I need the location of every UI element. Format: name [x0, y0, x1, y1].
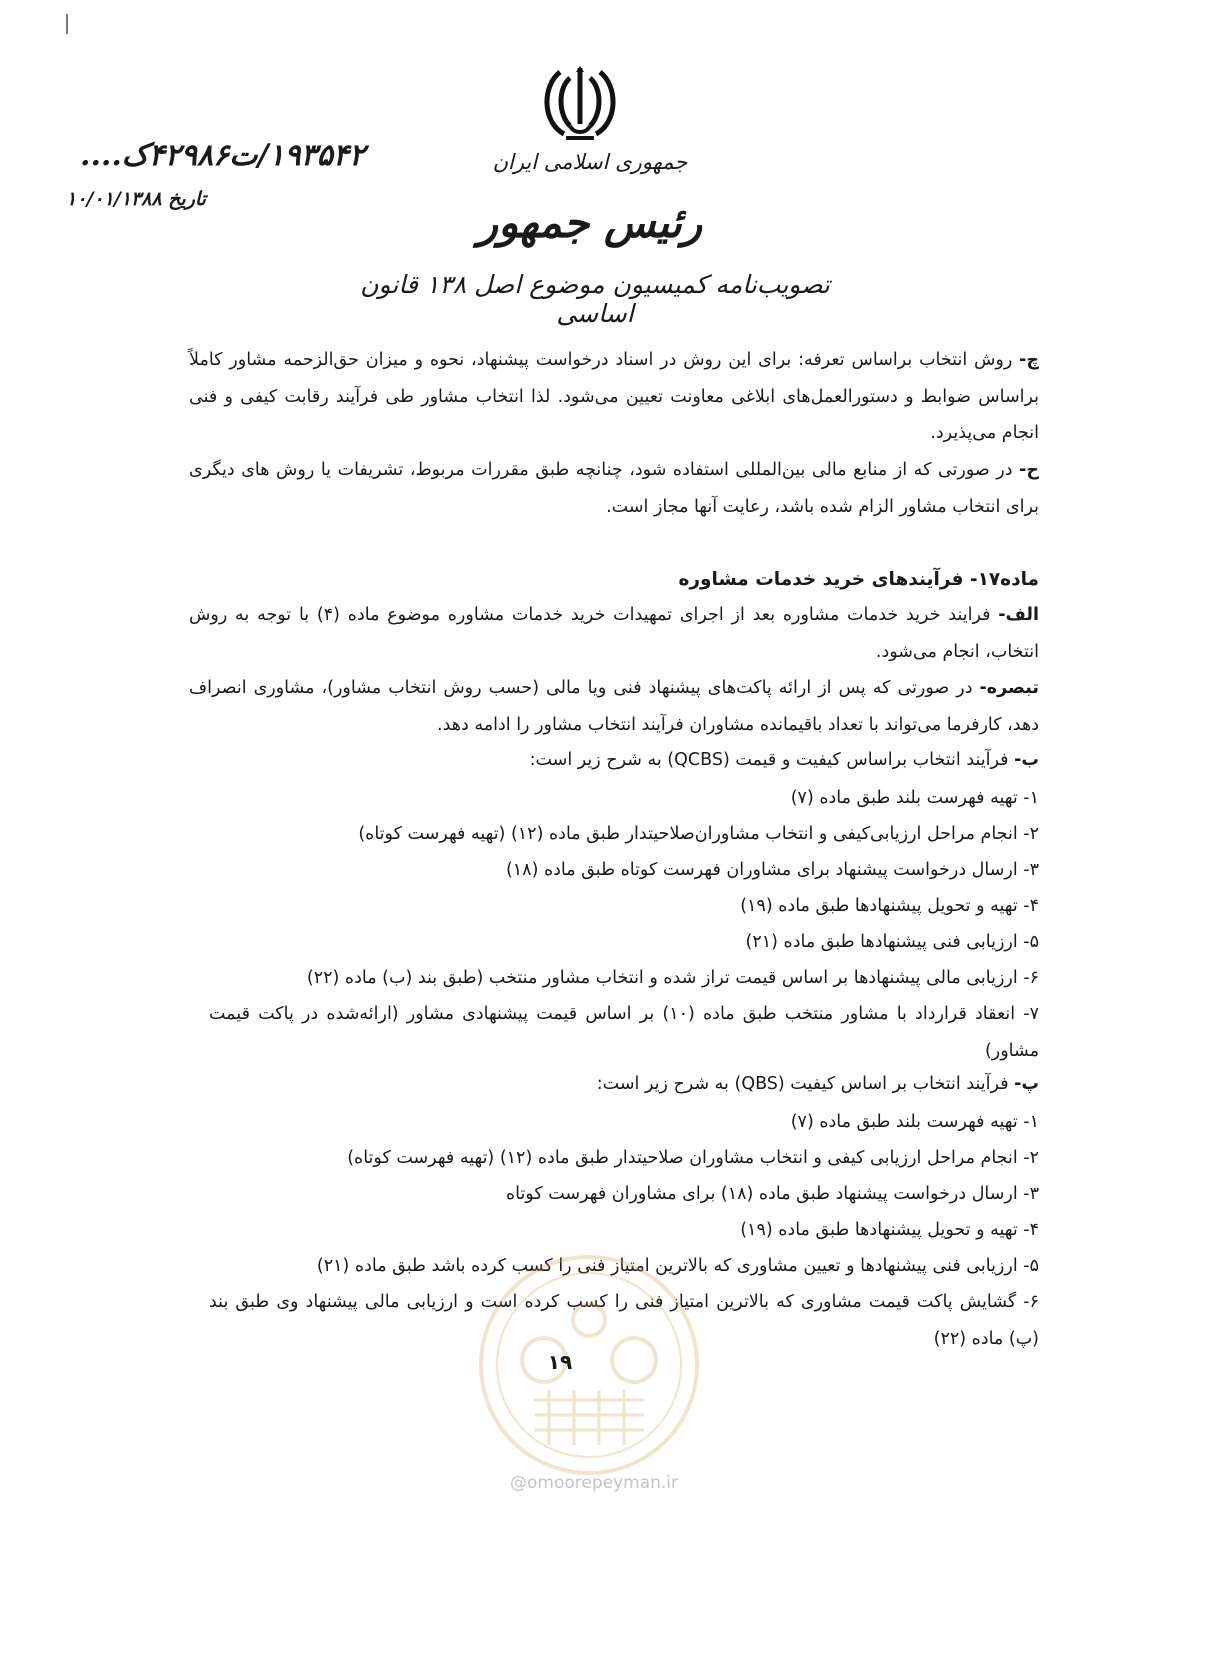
scan-mark [66, 14, 68, 34]
list-item: ۶- ارزیابی مالی پیشنهادها بر اساس قیمت تراز شده و انتخاب مشاور منتخب (طبق بند (ب) ماده (۲۲) [306, 968, 1039, 988]
clause-text: فرآیند انتخاب بر اساس کیفیت (QBS) به شرح زیر است: [596, 1074, 1009, 1094]
list-item: ۲- انجام مراحل ارزیابی‌کیفی و انتخاب مشاوران‌صلاحیتدار طبق ماده (۱۲) (تهیه فهرست کوتاه) [358, 824, 1039, 844]
watermark: @omoorepeyman.ir [509, 1473, 679, 1493]
list-item: ۵- ارزیابی فنی پیشنهادها و تعیین مشاوری که بالاترین امتیاز فنی را کسب کرده باشد طبق ماده (۲۱) [316, 1256, 1039, 1276]
clause-label: ب- [1014, 750, 1039, 770]
list-item: ۲- انجام مراحل ارزیابی کیفی و انتخاب مشاوران صلاحیتدار طبق ماده (۱۲) (تهیه فهرست کوتاه) [347, 1148, 1039, 1168]
iran-emblem-icon [540, 62, 620, 146]
note-text: در صورتی که پس از ارائه پاکت‌های پیشنهاد فنی ویا مالی (حسب روش انتخاب مشاور)، مشاوری انصراف دهد، کارفرما می‌تواند با تعداد باقیمانده مشاوران فرآیند انتخاب مشاور را ادامه دهد. [189, 678, 1039, 735]
clause-alef [189, 597, 1039, 670]
clause-text: فرایند خرید خدمات مشاوره بعد از اجرای تمهیدات خرید خدمات مشاوره موضوع ماده (۴) با توجه به روش انتخاب، انجام می‌شود. [189, 605, 1039, 662]
list-item: ۱- تهیه فهرست بلند طبق ماده (۷) [790, 1112, 1039, 1132]
letter-number: ۱۹۳۵۴۲/ت۴۲۹۸۶ک.... [80, 138, 366, 173]
note-label: تبصره- [979, 678, 1039, 698]
list-item: ۵- ارزیابی فنی پیشنهادها طبق ماده (۲۱) [745, 932, 1039, 952]
seal-stamp-icon [474, 1250, 704, 1480]
clause-label: ح- [1019, 460, 1039, 480]
list-item: ۳- ارسال درخواست پیشنهاد برای مشاوران فهرست کوتاه طبق ماده (۱۸) [505, 860, 1039, 880]
clause-label: پ- [1014, 1074, 1039, 1094]
clause-che [189, 342, 1039, 452]
decree-title: تصویب‌نامه کمیسیون موضوع اصل ۱۳۸ قانون اساسی [360, 270, 830, 328]
clause-label: چ- [1019, 350, 1039, 370]
clause-text: در صورتی که از منابع مالی بین‌المللی استفاده شود، چنانچه طبق مقررات مربوط، تشریفات یا روش های دیگری برای انتخاب مشاور الزام شده باشد، رعایت آنها مجاز است. [189, 460, 1039, 517]
list-item: ۷- انعقاد قرارداد با مشاور منتخب طبق ماده (۱۰) بر اساس قیمت پیشنهادی مشاور (ارائه‌شده در پاکت قیمت مشاور) [209, 1004, 1040, 1061]
page-number: ۱۹ [547, 1350, 573, 1374]
country-name: جمهوری اسلامی ایران [492, 150, 688, 174]
letter-date: تاریخ ۱۰/۰۱/۱۳۸۸ [66, 188, 206, 210]
list-item: ۶- گشایش پاکت قیمت مشاوری که بالاترین امتیاز فنی را کسب کرده است و ارزیابی مالی پیشنهاد وی طبق بند (پ) ماده (۲۲) [209, 1292, 1039, 1349]
list-item: ۴- تهیه و تحویل پیشنهادها طبق ماده (۱۹) [740, 896, 1039, 916]
clause-label: الف- [998, 605, 1039, 625]
clause-text: فرآیند انتخاب براساس کیفیت و قیمت (QCBS) به شرح زیر است: [529, 750, 1009, 770]
article-heading: ماده۱۷- فرآیندهای خرید خدمات مشاوره [678, 569, 1039, 590]
list-item: ۱- تهیه فهرست بلند طبق ماده (۷) [790, 788, 1039, 808]
list-item: ۳- ارسال درخواست پیشنهاد طبق ماده (۱۸) برای مشاوران فهرست کوتاه [505, 1184, 1039, 1204]
clause-he [189, 452, 1039, 525]
clause-text: روش انتخاب براساس تعرفه: برای این روش در اسناد درخواست پیشنهاد، نحوه و میزان حق‌الزحمه مشاور کاملاً براساس ضوابط و دستورالعمل‌های ابلاغی معاونت تعیین می‌شود. لذا انتخاب مشاور طی فرآیند رقابت کیفی و فنی انجام می‌پذیرد. [189, 350, 1039, 443]
clause-be [189, 742, 1039, 779]
clause-pe [189, 1066, 1039, 1103]
list-item: ۴- تهیه و تحویل پیشنهادها طبق ماده (۱۹) [740, 1220, 1039, 1240]
note [189, 670, 1039, 743]
office-title: رئیس جمهور [477, 198, 703, 247]
